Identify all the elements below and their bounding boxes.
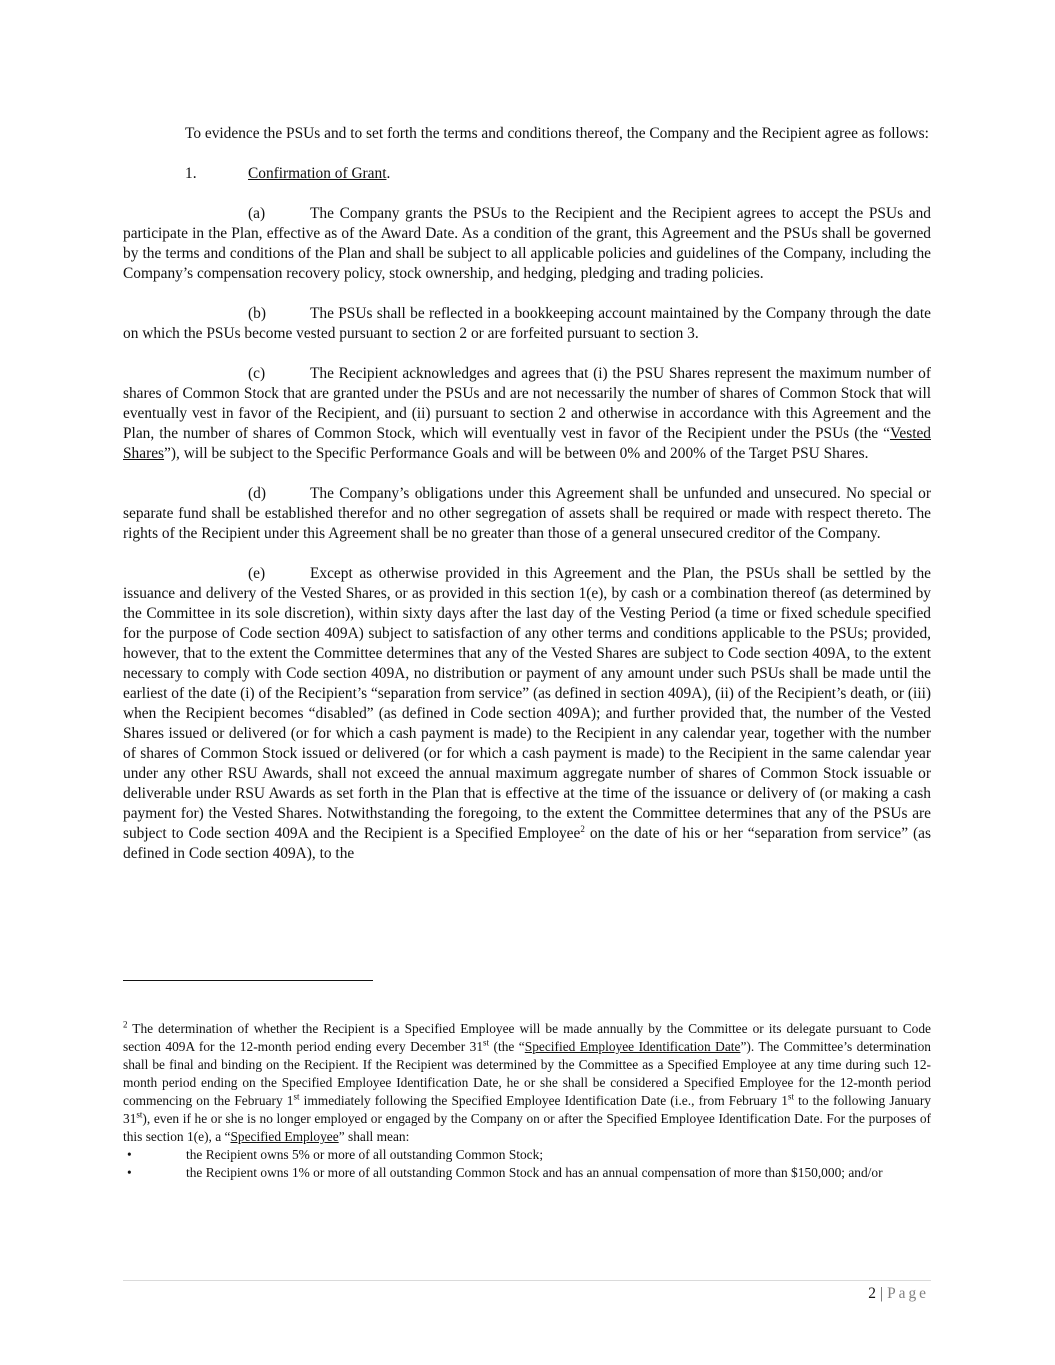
section-title-period: . — [386, 165, 391, 182]
footnote-separator — [123, 980, 373, 981]
paragraph-c-text-2: ”), will be subject to the Specific Performance Goals and will be between 0% and 200% of the Target PSU Shares. — [164, 445, 869, 462]
paragraph-c-label: (c) — [248, 365, 266, 382]
paragraph-b — [123, 304, 931, 344]
page-footer-rule — [123, 1280, 931, 1281]
paragraph-d — [123, 484, 931, 544]
list-item — [123, 1146, 931, 1164]
paragraph-d-label: (d) — [248, 485, 266, 502]
document-body — [123, 124, 931, 864]
paragraph-c-text-1: The Recipient acknowledges and agrees that (i) the PSU Shares represent the maximum number of shares of Common Stock that are granted under the PSUs and are not necessarily the number of shares of Common Stock that will eventually vest in favor of the Recipient, and (ii) pursuant to section 2 and otherwise in accordance with this Agreement and the Plan, the number of shares of Common Stock, which will eventually vest in favor of the Recipient under the PSUs (the “ — [123, 365, 931, 442]
ordinal-suffix: st — [293, 1091, 300, 1102]
defined-term-identification-date: Specified Employee Identification Date — [524, 1039, 741, 1054]
paragraph-a — [123, 204, 931, 284]
footnote-reference[interactable]: 2 — [580, 823, 585, 834]
defined-term-specified-employee: Specified Employee — [230, 1129, 339, 1144]
paragraph-e — [123, 564, 931, 864]
page-number-footer — [868, 1284, 929, 1304]
footnote-text: to the following January 31 — [123, 1093, 932, 1126]
paragraph-a-text: The Company grants the PSUs to the Recipient and the Recipient agrees to accept the PSUs and participate in the Plan, effective as of the Award Date. As a condition of the grant, this Agreement and the PSUs shall be governed by the terms and conditions of the Plan and shall be subject to all applicable policies and guidelines of the Company, including the Company’s compensation recovery policy, stock ownership, and hedging, pledging and trading policies. — [123, 205, 931, 282]
bullet-icon: • — [127, 1165, 132, 1180]
ordinal-suffix: st — [483, 1037, 490, 1048]
paragraph-a-label: (a) — [248, 205, 266, 222]
footnote-text: ” shall mean: — [338, 1129, 410, 1144]
defined-term-vested-shares: Vested Shares — [123, 425, 931, 462]
page-number: 2 — [868, 1285, 876, 1302]
footnote-text: ”). The Committee’s determination shall be final and binding on the Recipient. If the Recipient was determined by the Committee as a Specified Employee at any time during such 12-month period ending on the Specified Employee Identification Date, he or she shall be considered a Specified Employee for the 12-month period commencing on the February 1 — [123, 1039, 931, 1108]
footnote-marker: 2 — [123, 1019, 128, 1030]
paragraph-b-text: The PSUs shall be reflected in a bookkeeping account maintained by the Company through the date on which the PSUs become vested pursuant to section 2 or are forfeited pursuant to section 3. — [123, 305, 931, 342]
footnote-text: immediately following the Specified Employee Identification Date (i.e., from February 1 — [299, 1093, 788, 1108]
bullet-icon: • — [127, 1147, 132, 1162]
footnote-2 — [123, 1020, 931, 1146]
paragraph-e-text-2: on the date of his or her “separation from service” (as defined in Code section 409A), to the — [123, 825, 931, 862]
paragraph-e-label: (e) — [248, 565, 266, 582]
paragraph-b-label: (b) — [248, 305, 266, 322]
section-title-wrap — [248, 164, 390, 184]
page-separator: | — [879, 1285, 884, 1302]
footnote-bullet-list — [123, 1146, 931, 1182]
intro-paragraph: To evidence the PSUs and to set forth the terms and conditions thereof, the Company and the Recipient agree as follows: — [185, 125, 929, 142]
paragraph-e-text-1: Except as otherwise provided in this Agreement and the Plan, the PSUs shall be settled by the issuance and delivery of the Vested Shares, or as provided in this section 1(e), by cash or a combination thereof (as determined by the Committee in its sole discretion), within sixty days after the last day of the Vesting Period (a time or fixed schedule specified for the purpose of Code section 409A) subject to satisfaction of any other terms and conditions applicable to the PSUs; provided, however, that to the extent the Committee determines that any of the Vested Shares are subject to Code section 409A, to the extent necessary to comply with Code section 409A, no distribution or payment of any amount under such PSUs shall be made until the earliest of the date (i) of the Recipient’s “separation from service” (as defined in section 409A), (ii) of the Recipient’s death, or (iii) when the Recipient becomes “disabled” (as defined in Code section 409A); and further provided that, the number of the Vested Shares issued or delivered (or for which a cash payment is made) to the Recipient in any calendar year, together with the number of shares of Common Stock issued or delivered (or for which a cash payment is made) to the Recipient in the same calendar year under any other RSU Awards, shall not exceed the annual maximum aggregate number of shares of Common Stock issuable or deliverable under RSU Awards as set forth in the Plan that is effective at the time of the issuance or delivery of (or making a cash payment for) the Vested Shares. Notwithstanding the foregoing, to the extent the Committee determines that any of the PSUs are subject to Code section 409A and the Recipient is a Specified Employee — [123, 565, 931, 842]
section-number: 1. — [185, 165, 197, 182]
paragraph-c — [123, 364, 931, 464]
paragraph-d-text: The Company’s obligations under this Agreement shall be unfunded and unsecured. No special or separate fund shall be established therefor and no other segregation of assets shall be required or made with respect thereto. The rights of the Recipient under this Agreement shall be no greater than those of a general unsecured creditor of the Company. — [123, 485, 931, 542]
ordinal-suffix: st — [136, 1109, 143, 1120]
ordinal-suffix: st — [787, 1091, 794, 1102]
footnote-text: (the “ — [489, 1039, 525, 1054]
list-item — [123, 1164, 931, 1182]
page-word: Page — [887, 1285, 929, 1302]
footnote-section — [123, 1020, 931, 1182]
section-heading — [123, 164, 931, 184]
footnote-text: The determination of whether the Recipient is a Specified Employee will be made annually by the Committee or its delegate pursuant to Code section 409A for the 12-month period ending every December 31 — [123, 1021, 931, 1054]
list-item-text: the Recipient owns 1% or more of all outstanding Common Stock and has an annual compensation of more than $150,000; and/or — [186, 1165, 883, 1180]
section-title: Confirmation of Grant — [248, 165, 387, 182]
footnote-text: ), even if he or she is no longer employed or engaged by the Company on or after the Specified Employee Identification Date. For the purposes of this section 1(e), a “ — [123, 1111, 931, 1144]
list-item-text: the Recipient owns 5% or more of all outstanding Common Stock; — [186, 1147, 544, 1162]
